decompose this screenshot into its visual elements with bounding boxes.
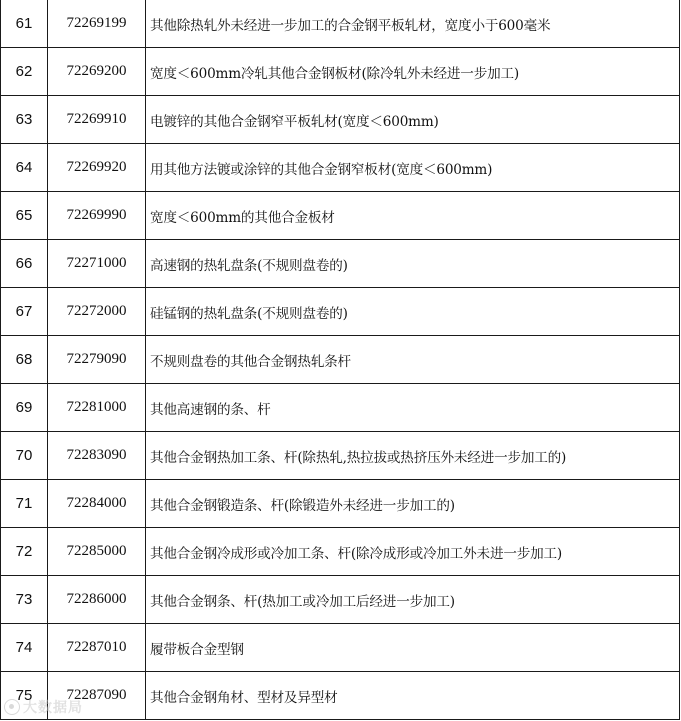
hs-code-cell: 72287010 <box>48 624 146 672</box>
table-row <box>1 624 680 672</box>
table-row <box>1 672 680 720</box>
description-cell: 其他高速钢的条、杆 <box>146 384 680 432</box>
row-number-cell: 63 <box>1 96 48 144</box>
description-cell: 其他合金钢锻造条、杆(除锻造外未经进一步加工的) <box>146 480 680 528</box>
table-row <box>1 48 680 96</box>
hs-code-cell: 72284000 <box>48 480 146 528</box>
table-row <box>1 192 680 240</box>
row-number-cell: 73 <box>1 576 48 624</box>
row-number-cell: 72 <box>1 528 48 576</box>
table-row <box>1 240 680 288</box>
table-row <box>1 528 680 576</box>
description-cell: 用其他方法镀或涂锌的其他合金钢窄板材(宽度＜600mm) <box>146 144 680 192</box>
row-number-cell: 64 <box>1 144 48 192</box>
description-cell: 硅锰钢的热轧盘条(不规则盘卷的) <box>146 288 680 336</box>
hs-code-cell: 72269200 <box>48 48 146 96</box>
description-cell: 高速钢的热轧盘条(不规则盘卷的) <box>146 240 680 288</box>
hs-code-cell: 72286000 <box>48 576 146 624</box>
row-number-cell: 67 <box>1 288 48 336</box>
row-number-cell: 66 <box>1 240 48 288</box>
table-body <box>1 0 680 720</box>
watermark-text: 大数据局 <box>23 700 83 716</box>
row-number-cell: 62 <box>1 48 48 96</box>
table-row <box>1 0 680 48</box>
description-cell: 不规则盘卷的其他合金钢热轧条杆 <box>146 336 680 384</box>
row-number-cell: 70 <box>1 432 48 480</box>
hs-code-cell: 72269990 <box>48 192 146 240</box>
table-row <box>1 144 680 192</box>
description-cell: 其他合金钢热加工条、杆(除热轧,热拉拔或热挤压外未经进一步加工的) <box>146 432 680 480</box>
description-cell: 其他合金钢冷成形或冷加工条、杆(除冷成形或冷加工外未进一步加工) <box>146 528 680 576</box>
table-row <box>1 480 680 528</box>
table-row <box>1 432 680 480</box>
hs-code-cell: 72287090 <box>48 672 146 720</box>
table-row <box>1 96 680 144</box>
description-cell: 其他合金钢条、杆(热加工或冷加工后经进一步加工) <box>146 576 680 624</box>
hs-code-cell: 72269920 <box>48 144 146 192</box>
hs-code-cell: 72271000 <box>48 240 146 288</box>
row-number-cell: 71 <box>1 480 48 528</box>
description-cell: 电镀锌的其他合金钢窄平板轧材(宽度＜600mm) <box>146 96 680 144</box>
description-cell: 其他除热轧外未经进一步加工的合金钢平板轧材，宽度小于600毫米 <box>146 0 680 48</box>
row-number-cell: 74 <box>1 624 48 672</box>
row-number-cell: 68 <box>1 336 48 384</box>
hs-code-cell: 72281000 <box>48 384 146 432</box>
watermark <box>4 696 83 718</box>
description-cell: 履带板合金型钢 <box>146 624 680 672</box>
hs-code-cell: 72269199 <box>48 0 146 48</box>
description-cell: 宽度＜600mm的其他合金板材 <box>146 192 680 240</box>
hs-code-cell: 72269910 <box>48 96 146 144</box>
table-row <box>1 384 680 432</box>
row-number-cell: 61 <box>1 0 48 48</box>
hs-code-cell: 72272000 <box>48 288 146 336</box>
watermark-logo-icon <box>4 699 20 715</box>
row-number-cell: 75 <box>1 672 48 720</box>
row-number-cell: 69 <box>1 384 48 432</box>
table-row <box>1 576 680 624</box>
table-row <box>1 288 680 336</box>
table-row <box>1 336 680 384</box>
hs-code-cell: 72283090 <box>48 432 146 480</box>
hs-code-cell: 72279090 <box>48 336 146 384</box>
row-number-cell: 65 <box>1 192 48 240</box>
description-cell: 宽度＜600mm冷轧其他合金钢板材(除冷轧外未经进一步加工) <box>146 48 680 96</box>
hs-code-cell: 72285000 <box>48 528 146 576</box>
description-cell: 其他合金钢角材、型材及异型材 <box>146 672 680 720</box>
